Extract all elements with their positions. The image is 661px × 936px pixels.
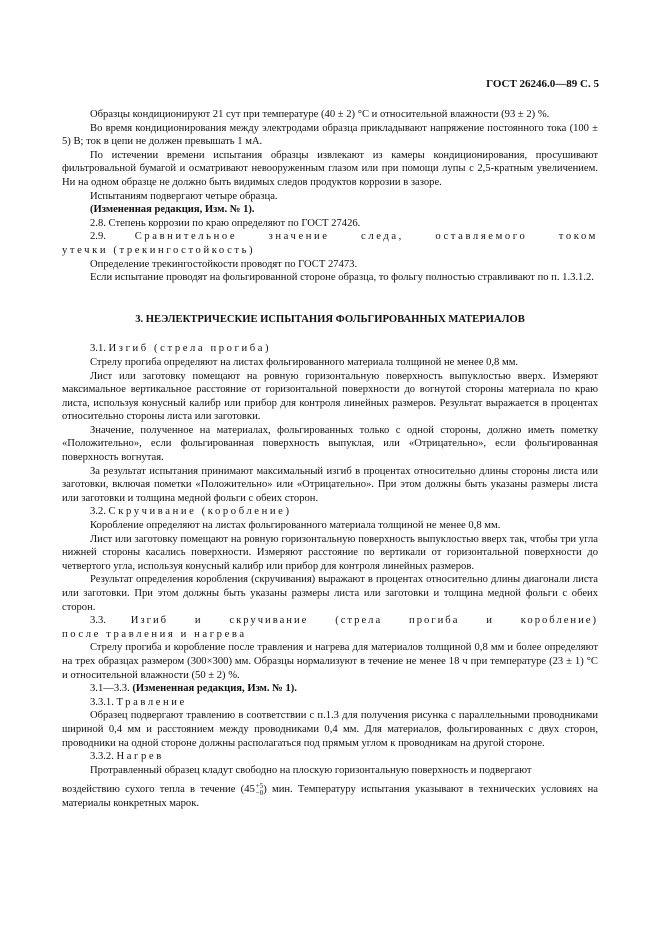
amendment-note: (Измененная редакция, Изм. № 1). (90, 204, 255, 216)
clause-3-3-2-title (62, 750, 598, 764)
tolerance-lower: −0 (255, 789, 264, 798)
clause-3-1-title (62, 342, 598, 356)
section-3-heading: 3. НЕЭЛЕКТРИЧЕСКИЕ ИСПЫТАНИЯ ФОЛЬГИРОВАННЫХ МАТЕРИАЛОВ (135, 313, 525, 325)
tolerance-base: 45 (244, 784, 255, 796)
paragraph: По истечении времени испытания образцы извлекают из камеры кондиционирования, просушивают фильтровальной бумагой и осматривают невооруженным глазом или при помощи лупы с 2,5-кратным увеличением. Ни на одном образце не должно быть видимых следов продуктов коррозии в зазоре. (62, 149, 598, 188)
clause-title: Скручивание (коробление) (108, 506, 292, 518)
paragraph: Результат определения коробления (скручивания) выражают в процентах относительно длины диагонали листа или заготовки. При этом должны быть указаны размеры листа или заготовки и толщина медной фольги с обеих сторон. (62, 574, 598, 613)
paragraph: Образец подвергают травлению в соответствии с п.1.3 для получения рисунка с параллельными проводниками шириной 0,4 мм и расстоянием между проводниками 0,4 мм. Для материалов, фольгированных с двух сторон, проводники на одной стороне должны располагаться под прямым углом к проводникам на другой стороне. (62, 710, 598, 749)
clause-number: 2.9. (90, 231, 106, 243)
paragraph: Стрелу прогиба и коробление после травления и нагрева для материалов толщиной 0,8 мм и более определяют на трех образцах размером (300×300) мм. Образцы нормализуют в течение не менее 18 ч при температуре (23 ± 1) °С и относительной влажности (50 ± 2) %. (62, 642, 598, 681)
amendment-text: (Измененная редакция, Изм. № 1). (132, 683, 297, 695)
clause-title: Нагрев (116, 751, 164, 763)
paragraph: За результат испытания принимают максимальный изгиб в процентах относительно длины стороны листа или заготовки, включая пометки «Положительно» или «Отрицательно». При этом должны быть указаны размеры листа или заготовки и толщина медной фольги с обеих сторон. (62, 465, 598, 504)
clause-title: Сравнительное значение следа, оставляемого током (134, 231, 598, 243)
paragraph: Во время кондиционирования между электродами образца прикладывают напряжение постоянного тока (100 ± 5) В; ток в цепи не должен превышать 1 мА. (62, 122, 598, 148)
clause-title: Травление (116, 696, 187, 708)
clause-number: 3.3.1. (90, 696, 114, 708)
clause-3-2-title (62, 505, 598, 519)
document-body (62, 108, 598, 811)
paragraph: Стрелу прогиба определяют на листах фольгированного материала толщиной не менее 0,8 мм. (90, 356, 519, 368)
paragraph: Протравленный образец кладут свободно на плоскую горизонтальную поверхность и подвергают (90, 764, 532, 776)
paragraph: Определение трекингостойкости проводят по ГОСТ 27473. (90, 258, 358, 270)
amendment-scope: 3.1—3.3. (90, 683, 130, 695)
paragraph: Значение, полученное на материалах, фольгированных только с одной стороны, должно иметь пометку «Положительно», если фольгированная поверхность выпуклая, или «Отрицательно», если фольгированная поверхность вогнутая. (62, 424, 598, 464)
paragraph: Лист или заготовку помещают на ровную горизонтальную поверхность выпуклостью вверх. Измеряют максимальное вертикальное расстояние от горизонтальной поверхности до вогнутой стороны материала по краю листа, используя конусный калибр или прибор для контроля линейных размеров. Результат выражается в процентах относительно стороны листа или заготовки. (62, 370, 598, 423)
paragraph: Лист или заготовку помещают на ровную горизонтальную поверхность выпуклостью вверх так, чтобы три угла нижней стороны касались поверхности. Измеряют расстояние по вертикали от горизонтальной поверхности до четвертого угла, используя конусный калибр или прибор для контроля линейных размеров. (62, 533, 598, 572)
paragraph: Испытаниям подвергают четыре образца. (90, 190, 278, 202)
page-header: ГОСТ 26246.0—89 С. 5 (486, 78, 599, 90)
clause-3-3-title-cont: после травления и нагрева (62, 628, 247, 640)
text-after-tolerance: ) мин. Температуру испытания указывают в технических условиях на материалы конкретных марок. (62, 784, 598, 810)
clause-2-9-title (62, 230, 598, 244)
clause-2-9-title-cont: утечки (трекингостойкость) (62, 244, 256, 256)
tolerance-upper: +5 (255, 782, 264, 791)
amendment-note (62, 682, 598, 696)
clause-3-3-1-title (62, 696, 598, 710)
paragraph-2-8: 2.8. Степень коррозии по краю определяют по ГОСТ 27426. (90, 217, 361, 229)
clause-3-3-title (62, 614, 598, 628)
clause-number: 3.3. (90, 615, 106, 627)
paragraph (62, 783, 598, 811)
paragraph: Коробление определяют на листах фольгированного материала толщиной не менее 0,8 мм. (90, 520, 501, 532)
clause-title: Изгиб и скручивание (стрела прогиба и коробление) (130, 615, 598, 627)
clause-number: 3.3.2. (90, 751, 114, 763)
clause-title: Изгиб (стрела прогиба) (108, 343, 272, 355)
clause-number: 3.1. (90, 343, 106, 355)
text-before-tolerance: воздействию сухого тепла в течение ( (62, 784, 245, 796)
paragraph: Образцы кондиционируют 21 сут при температуре (40 ± 2) °С и относительной влажности (93 ± 2) %. (90, 109, 550, 120)
clause-number: 3.2. (90, 506, 106, 518)
paragraph: Если испытание проводят на фольгированной стороне образца, то фольгу полностью стравливают по п. 1.3.1.2. (90, 272, 594, 284)
